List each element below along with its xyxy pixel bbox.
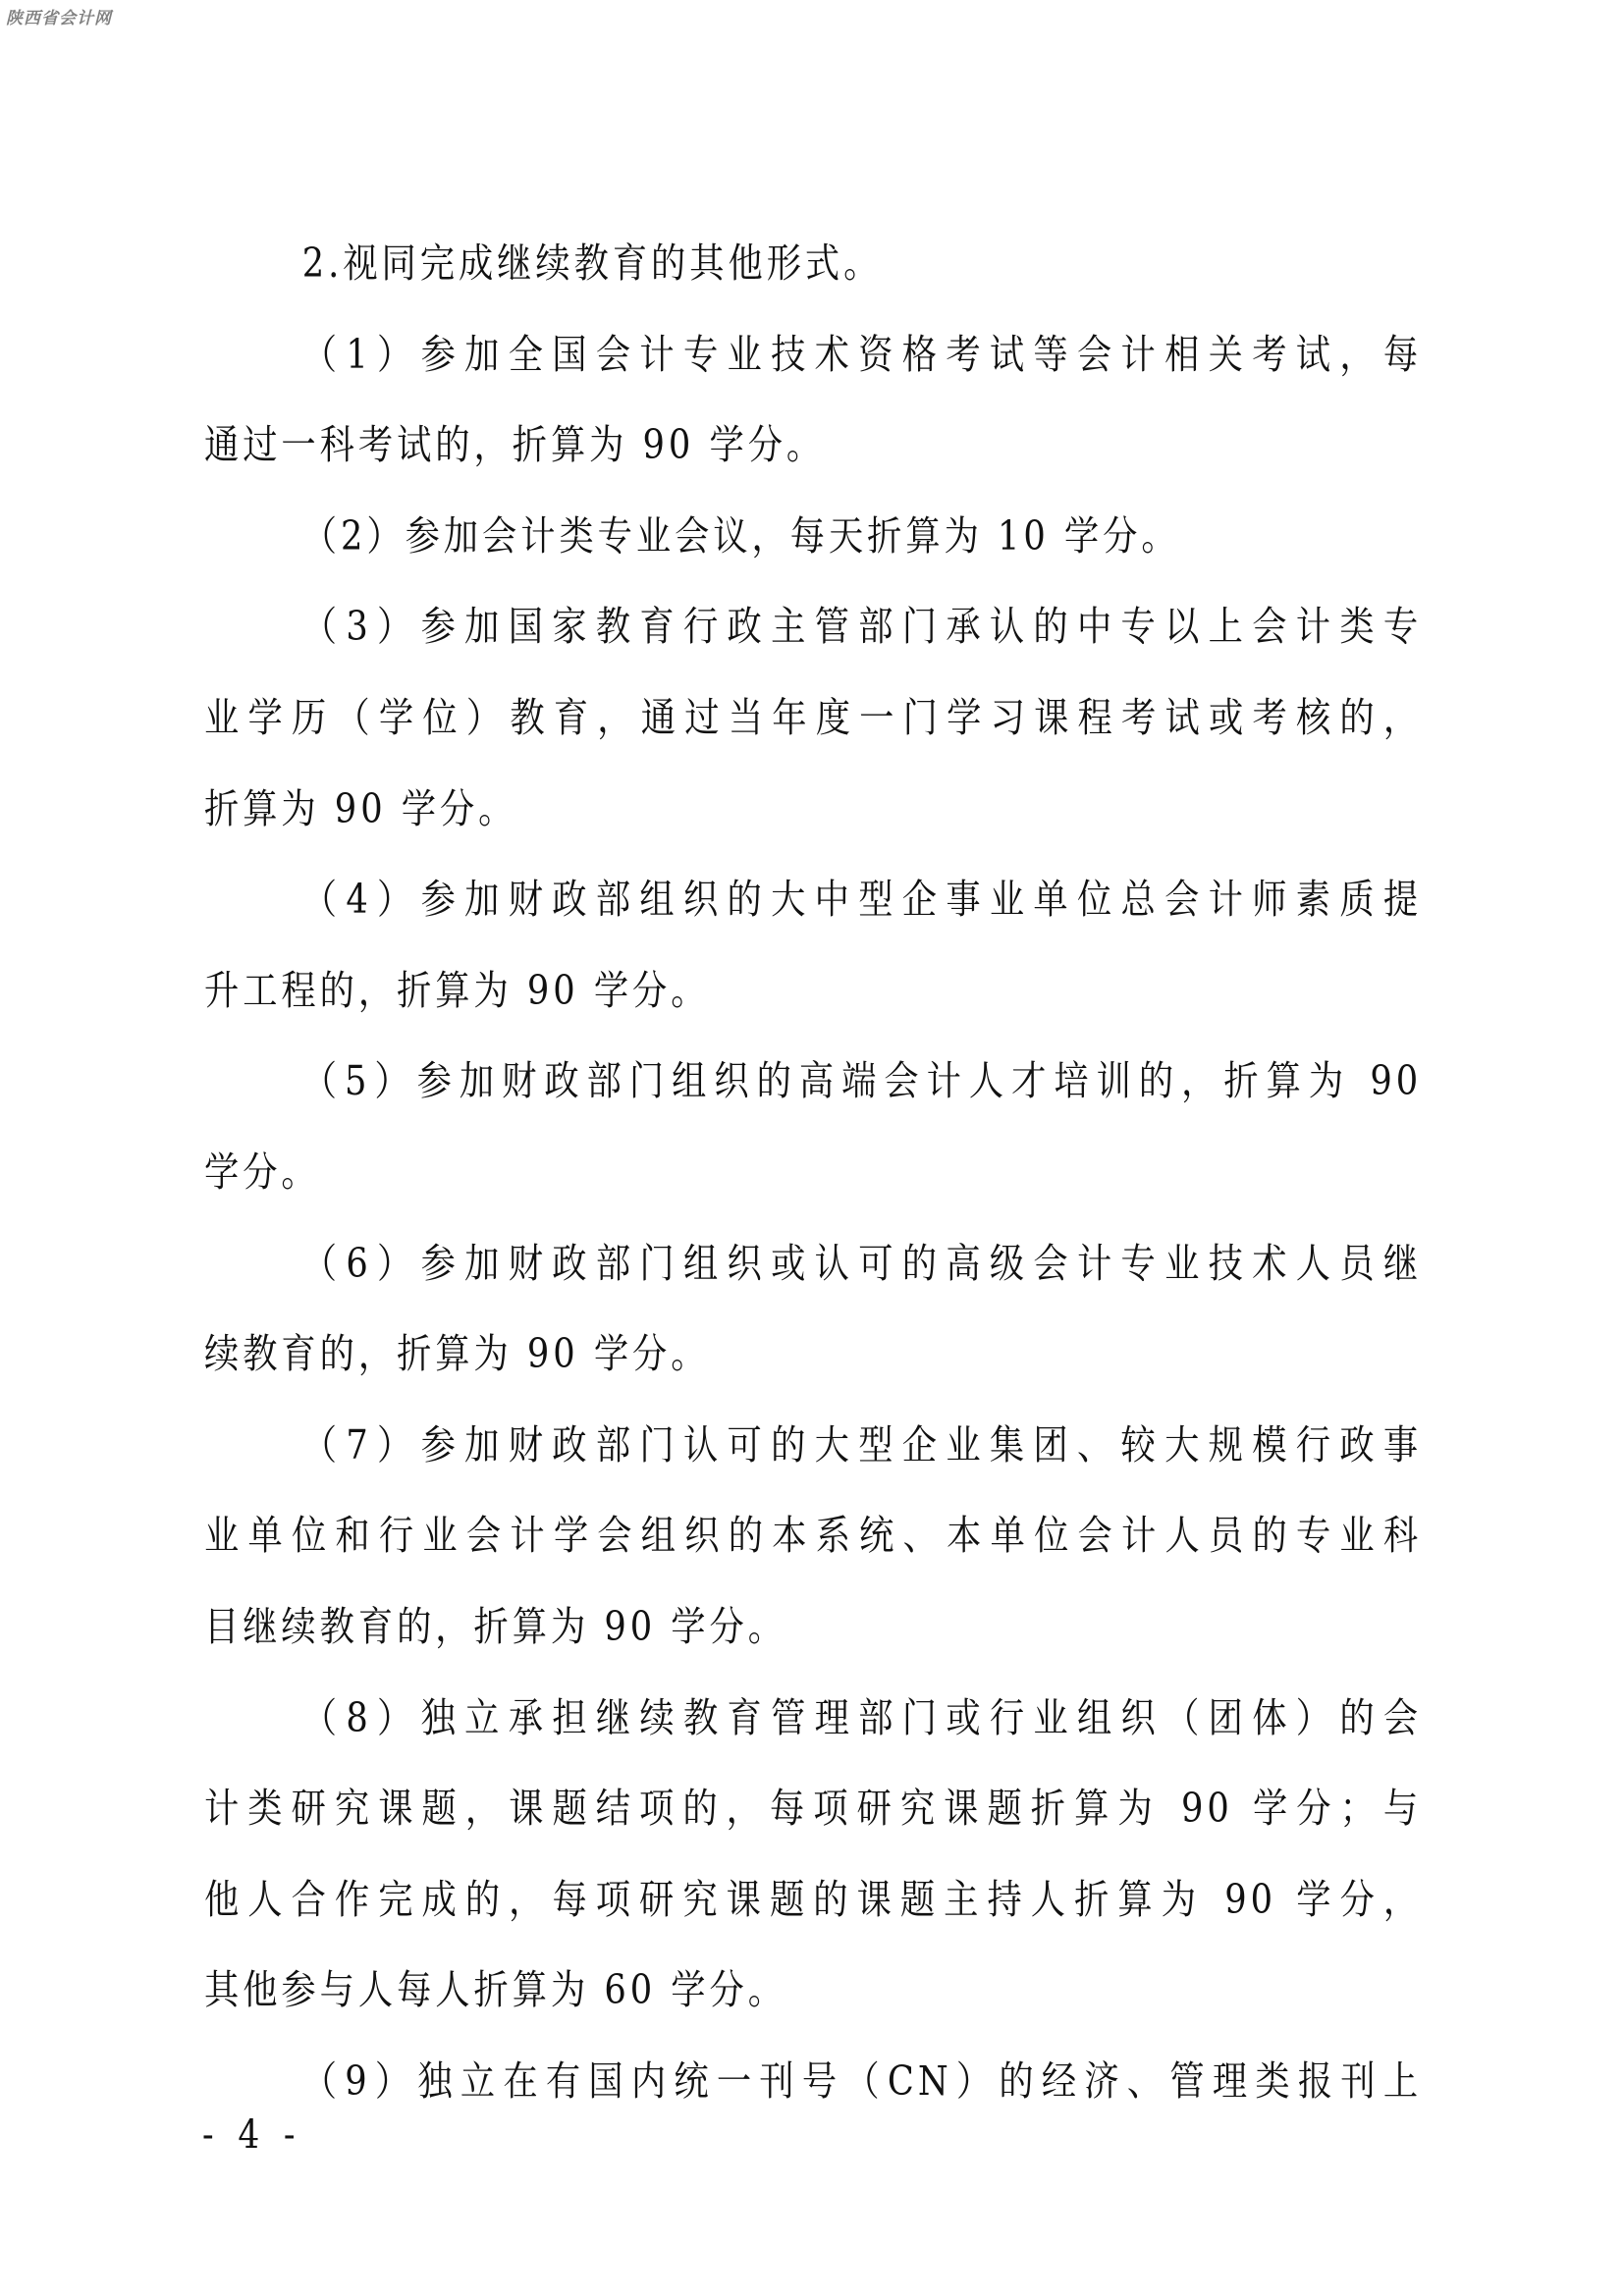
paragraph-line: （6）参加财政部门组织或认可的高级会计专业技术人员继 bbox=[301, 1239, 1423, 1287]
paragraph-5 bbox=[204, 1036, 1422, 1217]
paragraph-line: （7）参加财政部门认可的大型企业集团、较大规模行政事 bbox=[301, 1420, 1423, 1468]
paragraph-line: （2）参加会计类专业会议，每天折算为 10 学分。 bbox=[301, 511, 1180, 560]
paragraph-1 bbox=[204, 309, 1422, 491]
section-title: 2.视同完成继续教育的其他形式。 bbox=[301, 240, 883, 287]
paragraph-line: 他人合作完成的，每项研究课题的课题主持人折算为 90 学分， bbox=[204, 1875, 1423, 1923]
paragraph-line: 通过一科考试的，折算为 90 学分。 bbox=[204, 421, 826, 469]
paragraph-line: （8）独立承担继续教育管理部门或行业组织（团体）的会 bbox=[301, 1693, 1423, 1741]
paragraph-line: （1）参加全国会计专业技术资格考试等会计相关考试，每 bbox=[301, 330, 1423, 378]
site-watermark: 陕西省会计网 bbox=[6, 9, 112, 28]
paragraph-6 bbox=[204, 1218, 1422, 1400]
paragraph-line: 计类研究课题，课题结项的，每项研究课题折算为 90 学分；与 bbox=[204, 1785, 1423, 1833]
paragraph-line: （3）参加国家教育行政主管部门承认的中专以上会计类专 bbox=[301, 603, 1423, 651]
paragraph-4 bbox=[204, 854, 1422, 1036]
paragraph-line: 其他参与人每人折算为 60 学分。 bbox=[204, 1966, 786, 2014]
document-body bbox=[204, 218, 1422, 2126]
paragraph-line: 业单位和行业会计学会组织的本系统、本单位会计人员的专业科 bbox=[204, 1512, 1423, 1560]
paragraph-line: 升工程的，折算为 90 学分。 bbox=[204, 966, 710, 1014]
paragraph-line: 折算为 90 学分。 bbox=[204, 784, 517, 832]
paragraph-line: （5）参加财政部门组织的高端会计人才培训的，折算为 90 bbox=[301, 1057, 1423, 1105]
paragraph-line: 学分。 bbox=[204, 1148, 320, 1196]
paragraph-line: 目继续教育的，折算为 90 学分。 bbox=[204, 1602, 786, 1650]
paragraph-line: （9）独立在有国内统一刊号（CN）的经济、管理类报刊上 bbox=[301, 2056, 1423, 2105]
paragraph-line: （4）参加财政部组织的大中型企事业单位总会计师素质提 bbox=[301, 876, 1423, 924]
paragraph-8 bbox=[204, 1673, 1422, 2036]
paragraph-2 bbox=[204, 491, 1422, 582]
paragraph-3 bbox=[204, 581, 1422, 854]
page-number: - 4 - bbox=[202, 2112, 302, 2158]
paragraph-7 bbox=[204, 1400, 1422, 1673]
paragraph-line: 业学历（学位）教育，通过当年度一门学习课程考试或考核的， bbox=[204, 693, 1423, 741]
paragraph-line: 续教育的，折算为 90 学分。 bbox=[204, 1330, 710, 1378]
paragraph-9 bbox=[204, 2036, 1422, 2127]
